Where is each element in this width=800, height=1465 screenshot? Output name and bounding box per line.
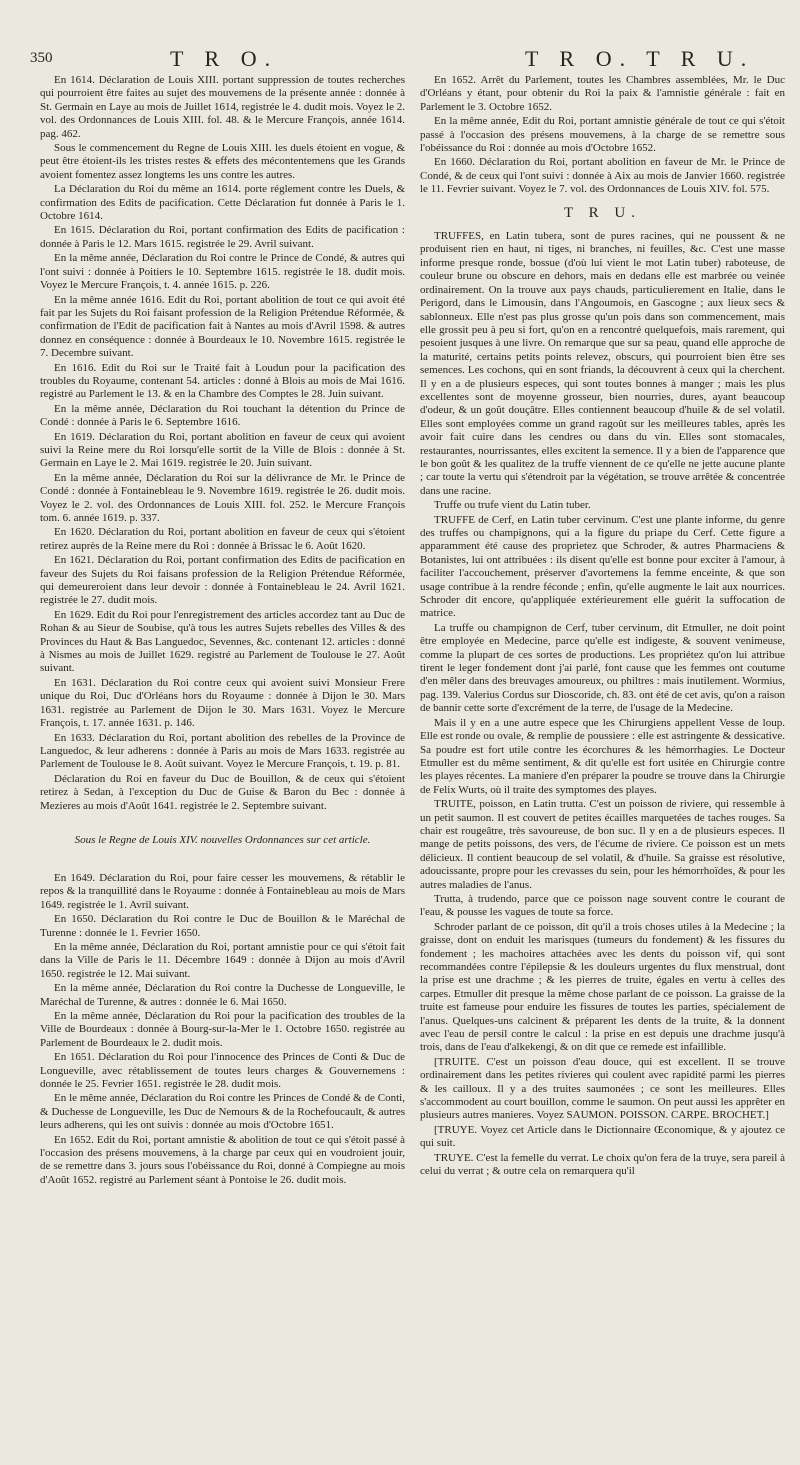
- left-column: [40, 74, 405, 1188]
- paragraph: Sous le commencement du Regne de Louis XIII. les duels étoient en vogue, & peut être étoient-ils les tristes restes & effets des mécontentemens que les Grands avoient fomentez assez longtems les uns contre les autres.: [40, 142, 405, 181]
- paragraph: TRUITE, poisson, en Latin trutta. C'est un poisson de riviere, qui ressemble à un petit saumon. Il est couvert de petites écailles marquetées de taches rouges. Sa chair est rougeâtre, très savoureuse, de bon suc. Il y en a de plusieurs especes. Il mange de petits poissons, des vers, de l'écume de riviere. Ce poisson est un mets délicieux. Il contient beaucoup de sel volatil, & d'huile. Sa graisse est résolutive, adoucissante, propre pour les crevasses du sein, pour les hémorrhoïdes, & pour les autres maladies de l'anus.: [420, 798, 785, 891]
- left-running-head: T R O.: [170, 46, 279, 71]
- paragraph: [TRUYE. Voyez cet Article dans le Dictionnaire Œconomique, & y ajoutez ce qui suit.: [420, 1123, 785, 1150]
- paragraph: TRUFFES, en Latin tubera, sont de pures racines, qui ne poussent & ne produisent rien en haut, ni tiges, ni branches, ni feuilles, &c. C'est une masse informe presque ronde, bossue (d'où lui vient le mot Latin tuber) raboteuse, de couleur brune ou obscure en dehors, mais en dedans elle est marbrée ou veinée ordinairement. On la trouve aux pays chauds, particulierement en Italie, dans le Perigord, dans le Limousin, dans l'Angoumois, en Gascogne ; aux lieux secs & sablonneux. Elle n'est pas plus grosse qu'un pois dans son commencement, mais elle grossit peu à peu si fort, qu'on en a rencontré quelquefois, mais rarement, qui pesoient jusques à une livre. On remarque que sur sa peau, quand elle approche de la maturité, certains petits points relevez, obscurs, qui pourroient bien être ses semences. Les cochons, qui en sont friands, la découvrent à ceux qui la cherchent. Il y en a de plusieurs especes, qui sont toutes bonnes à manger ; mais les plus excellentes sont de moyenne grosseur, bien nourries, dures, ayant beaucoup d'odeur, & un goût douçâtre. Elles contiennent beaucoup d'huile & de sel volatil. Elles sont employées comme un grand ragoût sur les meilleures tables, après les avoir fait cuire dans les cendres ou dans du vin. Elles sont stomacales, restaurantes, nourrissantes, elles excitent la semence. Il y a bien de l'apparence que le bon goût & les qualitez de la truffe viennent de ce qu'elle ne jette aucune plante ; car toute la vertu qui s'étendroit par la végétation, se trouve arrêtée & concentrée dans une racine.: [420, 230, 785, 497]
- right-column: [420, 74, 785, 1180]
- right-paragraphs: [420, 74, 785, 197]
- paragraph: En la même année, Edit du Roi, portant amnistie générale de tout ce qui s'étoit passé à l'occasion des présens mouvemens, à la charge de se remettre sous l'obéissance du Roi : donnée au mois d'Octobre 1652.: [420, 115, 785, 155]
- paragraph: Schroder parlant de ce poisson, dit qu'il a trois choses utiles à la Medecine ; la graisse, dont on enduit les marisques (tumeurs du fondement) & les fissures du fondement ; les machoires attachées avec les dents du poisson vif, qui sont recommandées contre l'épilepsie & les douleurs urgentes du flux menstrual, dont la prise est une drachme ; & les pierres de truite, égales en vertu à celles des carpes. Etmuller dit presque la même chose parlant de ce poisson. La graisse de la truite est fameuse pour enduire les fissures de toutes les parties, spécialement de l'anus. Quelques-uns calcinent & préparent les dents de la truite, & la donnent avec l'eau de persil contre le calcul : la prise en est depuis une drachme jusqu'à trois, dans de l'eau d'alkekengi, & on dit que ce remede est infaillible.: [420, 920, 785, 1054]
- paragraph: En la même année, Déclaration du Roi contre la Duchesse de Longueville, le Maréchal de Turenne, & autres : donnée le 6. Mai 1650.: [40, 982, 405, 1008]
- paragraph: En 1633. Déclaration du Roi, portant abolition des rebelles de la Province de Languedoc, & leur adherens : donnée à Paris au mois de Mars 1633. registrée au Parlement de Toulouse le 8. Août suivant. Voyez le Mercure François, t. 19. p. 81.: [40, 731, 405, 771]
- paragraph: En 1652. Edit du Roi, portant amnistie & abolition de tout ce qui s'étoit passé à l'occasion des présens mouvemens, à la charge par ceux qui en voudroient jouir, de se remettre dans 3. jours sous l'obéissance du Roi, donné à Compiegne au mois d'Août 1652. registré au Parlement séant à Pontoise le 26. dudit mois.: [40, 1133, 405, 1186]
- paragraph: En 1660. Déclaration du Roi, portant abolition en faveur de Mr. le Prince de Condé, & de ceux qui l'ont suivi : donnée à Aix au mois de Janvier 1660. registrée le 11. Fevrier suivant. Voyez le 7. vol. des Ordonnances de Louis XIV. fol. 575.: [420, 156, 785, 196]
- paragraph: En le même année, Déclaration du Roi contre les Princes de Condé & de Conti, & Duchesse de Longueville, les Duc de Nemours & de la Rochefoucault, & autres leurs adherens, qui les ont suivis : donnée au mois d'Octobre 1651.: [40, 1092, 405, 1132]
- paragraph: En la même année, Déclaration du Roi touchant la détention du Prince de Condé : donnée à Paris le 6. Septembre 1616.: [40, 402, 405, 429]
- paragraph: En la même année, Déclaration du Roi contre le Prince de Condé, & autres qui l'ont suivi : donnée à Poitiers le 10. Septembre 1615. registrée le 18. dudit mois. Voyez le Mercure François, t. 4. année 1615. p. 226.: [40, 252, 405, 292]
- page-number: 350: [30, 50, 53, 66]
- louis-xiv-subheading: Sous le Regne de Louis XIV. nouvelles Ordonnances sur cet article.: [74, 833, 371, 846]
- paragraph: En 1621. Déclaration du Roi, portant confirmation des Edits de pacification en faveur des Sujets du Roi faisans profession de la Religion Prétendue Réformée, qui demeureroient dans leur devoir : donnée à Fontainebleau le 24. Avril 1621. registrée le 27. dudit mois.: [40, 554, 405, 607]
- paragraph: En 1649. Déclaration du Roi, pour faire cesser les mouvemens, & rétablir le repos & la tranquillité dans le Royaume : donnée à Fontainebleau au mois de Mars 1649. registrée le 1. Avril suivant.: [40, 871, 405, 911]
- paragraph: Trutta, à trudendo, parce que ce poisson nage souvent contre le courant de l'eau, & pousse les vagues de toute sa force.: [420, 892, 785, 919]
- paragraph: En 1619. Déclaration du Roi, portant abolition en faveur de ceux qui avoient suivi la Reine mere du Roi lorsqu'elle sortit de la Ville de Blois : donnée à St. Germain en Laye le 2. Mai 1619. registrée le 20. Juin suivant.: [40, 430, 405, 470]
- paragraph: En la même année, Déclaration du Roi sur la délivrance de Mr. le Prince de Condé : donnée à Fontainebleau le 9. Novembre 1619. registrée le 26. dudit mois. Voyez le 2. vol. des Ordonnances de Louis XIII. fol. 252. le Mercure François tom. 6. année 1619. p. 337.: [40, 471, 405, 524]
- paragraph: En la même année, Déclaration du Roi, portant amnistie pour ce qui s'étoit fait dans la Ville de Paris le 11. Décembre 1649 : donnée à Dijon au mois d'Avril 1650. registrée le 12. Mai suivant.: [40, 940, 405, 980]
- paragraph: TRUFFE de Cerf, en Latin tuber cervinum. C'est une plante informe, du genre des truffes ou champignons, qui a la figure du priape du Cerf. Cette figure a apparamment été cause des proprietez que Schroder, & autres Pharmaciens & Botanistes, lui ont attribuées : ils disent qu'elle est bonne pour exciter à l'amour, à faciliter l'accouchement, préserver d'avortemens la femme enceinte, & que son usage contribue à la rendre féconde ; enfin, qu'elle augmente le lait aux nourrices. Schroder dit encore, qu'appliquée extérieurement elle guérit la suffocation de matrice.: [420, 513, 785, 620]
- paragraph: En 1615. Déclaration du Roi, portant confirmation des Edits de pacification : donnée à Paris le 12. Mars 1615. registrée le 29. Avril suivant.: [40, 224, 405, 250]
- paragraph: En 1614. Déclaration de Louis XIII. portant suppression de toutes recherches qui pourroient être faites au sujet des mouvemens de la présente année : donnée à St. Germain en Laye au mois de Juillet 1614, registrée le 4. dudit mois. Voyez le 2. vol. des Ordonnances de Louis XIII. fol. 48. & le Mercure François, année 1614. pag. 462.: [40, 74, 405, 140]
- left-paragraphs-after: [40, 872, 405, 1187]
- paragraph: En 1651. Déclaration du Roi pour l'innocence des Princes de Conti & Duc de Longueville, avec rétablissement de toutes leurs charges & Gouvernemens : donnée le 25. Fevrier 1651. registrée le 28. dudit mois.: [40, 1051, 405, 1091]
- paragraph: En la même année, Déclaration du Roi pour la pacification des troubles de la Ville de Bourdeaux : donnée à Bourg-sur-la-Mer le 1. Octobre 1650. registrée au Parlement de Bourdeaux le 2. dudit mois.: [40, 1010, 405, 1049]
- paragraph: En 1652. Arrêt du Parlement, toutes les Chambres assemblées, Mr. le Duc d'Orléans y étant, pour obtenir du Roi la paix & l'amnistie générale : fait en Parlement le 3. Octobre 1652.: [420, 74, 785, 113]
- paragraph: TRUYE. C'est la femelle du verrat. Le choix qu'on fera de la truye, sera pareil à celui du verrat ; & outre cela on remarquera qu'il: [420, 1151, 785, 1178]
- left-paragraphs: [40, 74, 405, 813]
- paragraph: La Déclaration du Roi du même an 1614. porte réglement contre les Duels, & confirmation des Edits de pacification. Cette Déclaration fut donnée à Paris le 1. Octobre 1614.: [40, 183, 405, 223]
- paragraph: Truffe ou trufe vient du Latin tuber.: [434, 499, 591, 512]
- paragraph: La truffe ou champignon de Cerf, tuber cervinum, dit Etmuller, ne doit point être employée en Medecine, parce qu'elle est indigeste, & souvent venimeuse, comme la plupart de ces sortes de productions. Les propriétez qu'on lui attribue tirent le leger fondement dont j'ai parlé, font cause que les femmes ont coutume d'en mêler dans des breuvages amoureux, ou philtres : mais inutilement. Wormius, pag. 139. Valerius Cordus sur Dioscoride, ch. 83. ont été de cet avis, qu'on a raison de bannir cette sorte d'excrément de la terre, de l'usage de la Medecine.: [420, 621, 785, 715]
- paragraph: En 1650. Déclaration du Roi contre le Duc de Bouillon & le Maréchal de Turenne : donnée le 1. Fevrier 1650.: [40, 913, 405, 939]
- paragraph: En la même année 1616. Edit du Roi, portant abolition de tout ce qui avoit été fait par les Sujets du Roi faisant profession de la Religion Prétendue Réformée, & confirmation de l'Edit de pacification fait à Nantes au mois d'Avril 1598. & autres donnez en conséquence : donnée à Bourdeaux le 10. Novembre 1615. registrée le 7. Decembre suivant.: [40, 293, 405, 360]
- tru-section-heading: T R U.: [564, 204, 641, 221]
- paragraph: En 1631. Déclaration du Roi contre ceux qui avoient suivi Monsieur Frere unique du Roi, Duc d'Orléans hors du Royaume : donnée à Dijon le 30. Mars 1631. registrée au Parlement de Dijon le 30. Mars 1631. Voyez le Mercure François, t. 17. année 1631. p. 146.: [40, 676, 405, 730]
- paragraph: En 1616. Edit du Roi sur le Traité fait à Loudun pour la pacification des troubles du Royaume, contenant 54. articles : donné à Blois au mois de Mai 1616. registré au Parlement le 13. & en la Chambre des Comptes le 28. Juin suivant.: [40, 361, 405, 401]
- paragraph: Déclaration du Roi en faveur du Duc de Bouillon, & de ceux qui s'étoient retirez à Sedan, à l'exception du Duc de Guise & Baron du Bec : donnée à Mezieres au mois d'Août 1641. registrée le 2. Septembre suivant.: [40, 772, 405, 812]
- right-running-head: T R O. T R U.: [525, 46, 755, 71]
- paragraph: Mais il y en a une autre espece que les Chirurgiens appellent Vesse de loup. Elle est ronde ou ovale, & remplie de poussiere : elle est astringente & dessicative. Sa poudre est fort utile contre les écorchures & les hémorrhagies. Le Docteur Etmuller est du même sentiment, & dit qu'elle est fort usitée en Chirurgie contre les playes récentes. La maniere d'en préparer la poudre se trouve dans la Chirurgie de Felix Wurts, où il traite des symptomes des playes.: [420, 716, 785, 796]
- paragraph: En 1629. Edit du Roi pour l'enregistrement des articles accordez tant au Duc de Rohan & au Sieur de Soubise, qu'à tous les autres Sujets rebelles des Villes & des Provinces du Haut & Bas Languedoc, Sevennes, &c. contenant 12. articles : donné à Nismes au mois de Juillet 1629. registré au Parlement de Toulouse le 27. Août suivant.: [40, 608, 405, 675]
- paragraph: [TRUITE. C'est un poisson d'eau douce, qui est excellent. Il se trouve ordinairement dans les petites rivieres qui coulent avec rapidité parmi les pierres & les cailloux. Il y a des truites saumonées ; ce sont les meilleures. Elles s'accommodent au court bouillon, comme le saumon. On peut aussi les apprêter en plusieurs autres manieres. Voyez SAUMON. POISSON. CARPE. BROCHET.]: [420, 1055, 785, 1122]
- paragraph: En 1620. Déclaration du Roi, portant abolition en faveur de ceux qui s'étoient retirez auprès de la Reine mere du Roi : donnée à Brissac le 6. Août 1620.: [40, 526, 405, 552]
- right-paragraphs-after: [420, 230, 785, 1178]
